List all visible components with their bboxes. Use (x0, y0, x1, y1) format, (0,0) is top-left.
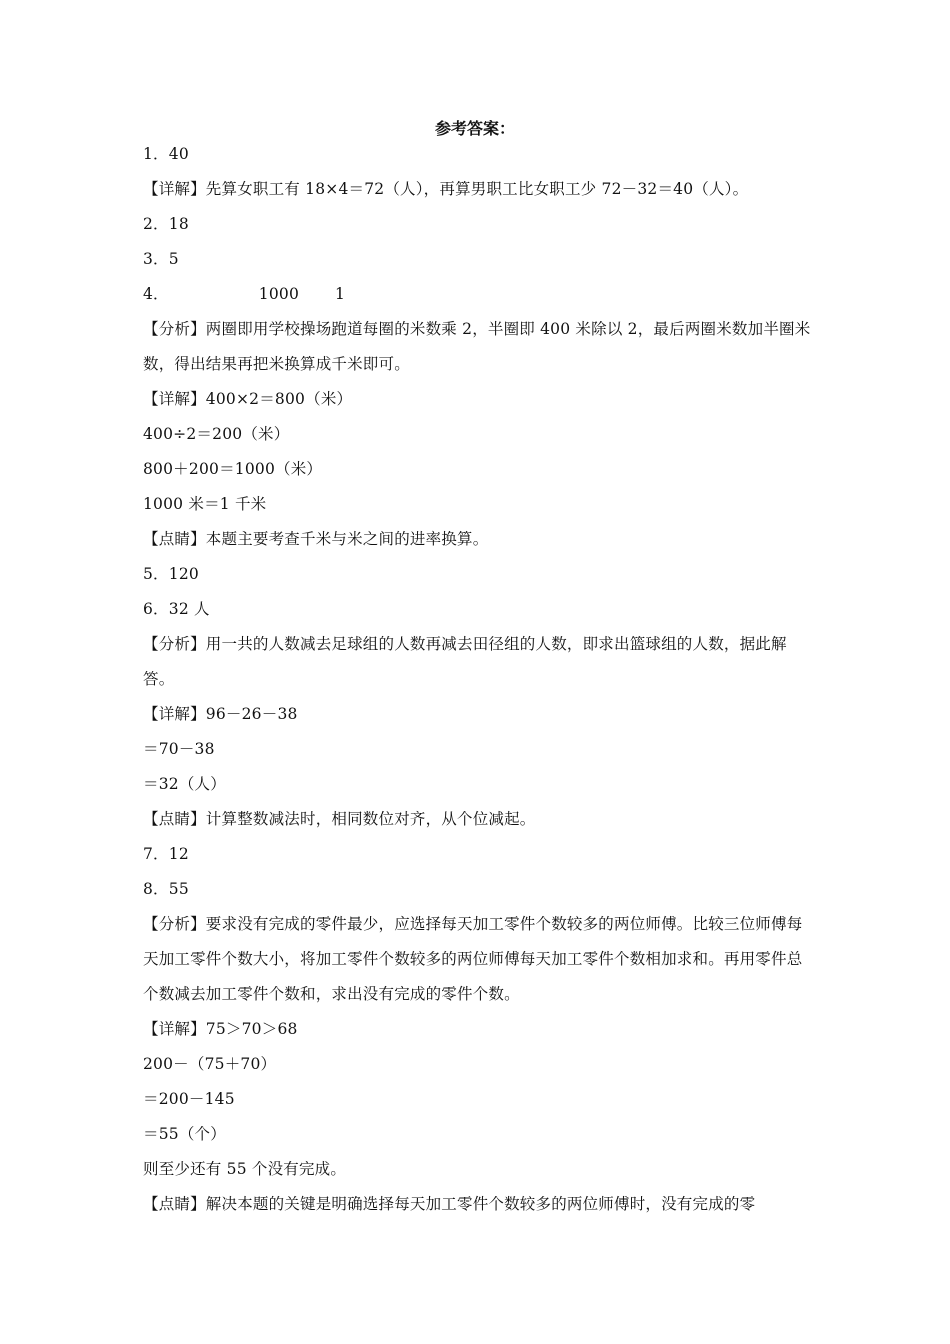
answer-2: 2．18 (143, 215, 189, 233)
answer-4-blank-1: 1000 (258, 285, 300, 303)
answer-6-step-2: ＝70－38 (143, 740, 215, 758)
answer-6-detail: 【详解】96－26－38 (143, 705, 298, 723)
answer-4-step-2: 400÷2＝200（米） (143, 425, 290, 443)
answer-4-note: 【点睛】本题主要考查千米与米之间的进率换算。 (143, 530, 489, 548)
answer-6-note: 【点睛】计算整数减法时，相同数位对齐，从个位减起。 (143, 810, 536, 828)
answer-7: 7．12 (143, 845, 189, 863)
answer-8-conclusion: 则至少还有 55 个没有完成。 (143, 1160, 347, 1178)
page-title: 参考答案： (434, 119, 515, 138)
answer-6-step-3: ＝32（人） (143, 775, 226, 793)
answer-6: 6．32 人 (143, 600, 210, 618)
answer-8: 8．55 (143, 880, 189, 898)
answer-4-step-3: 800＋200＝1000（米） (143, 460, 323, 478)
answer-8-step-3: ＝200－145 (143, 1090, 235, 1108)
answer-8-step-2: 200－（75＋70） (143, 1055, 277, 1073)
answer-5: 5．120 (143, 565, 199, 583)
answer-8-step-4: ＝55（个） (143, 1125, 226, 1143)
answer-4-number: 4． (143, 285, 169, 303)
answer-8-detail: 【详解】75＞70＞68 (143, 1020, 298, 1038)
answer-4-detail: 【详解】400×2＝800（米） (143, 390, 353, 408)
answer-4-step-4: 1000 米＝1 千米 (143, 495, 267, 513)
answer-3: 3．5 (143, 250, 179, 268)
answer-content (143, 143, 811, 1228)
answer-8-note: 【点睛】解决本题的关键是明确选择每天加工零件个数较多的两位师傅时，没有完成的零 (143, 1195, 756, 1213)
answer-1-detail: 【详解】先算女职工有 18×4＝72（人），再算男职工比女职工少 72－32＝40（人）。 (143, 180, 749, 198)
answer-1: 1．40 (143, 145, 189, 163)
answer-4-analysis: 【分析】两圈即用学校操场跑道每圈的米数乘 2，半圈即 400 米除以 2，最后两圈米数加半圈米数，得出结果再把米换算成千米即可。 (143, 320, 811, 373)
answer-6-analysis: 【分析】用一共的人数减去足球组的人数再减去田径组的人数，即求出篮球组的人数，据此解答。 (143, 635, 787, 688)
answer-8-analysis: 【分析】要求没有完成的零件最少，应选择每天加工零件个数较多的两位师傅。比较三位师傅每天加工零件个数大小，将加工零件个数较多的两位师傅每天加工零件个数相加求和。再用零件总个数减去加工零件个数和，求出没有完成的零件个数。 (143, 915, 803, 1003)
answer-4-blank-2: 1 (335, 285, 346, 303)
